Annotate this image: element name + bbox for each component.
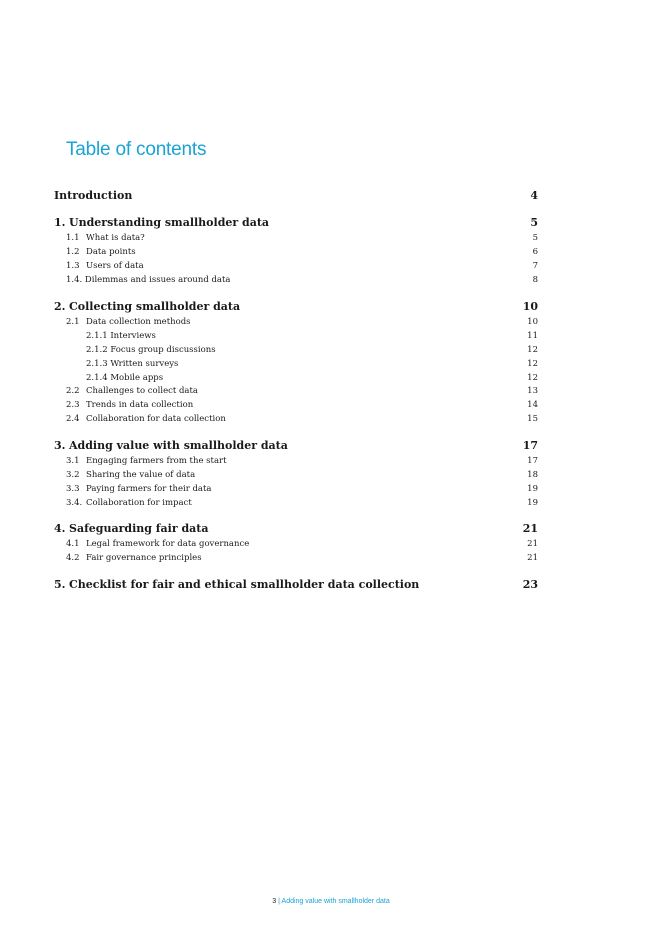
toc-entry[interactable] [54, 215, 538, 231]
toc-entry-label: Collecting smallholder data [69, 300, 241, 313]
toc-entry-number: 4.1 [66, 539, 80, 549]
toc-entry-page: 15 [527, 414, 538, 424]
toc-entry-page: 11 [527, 331, 538, 341]
toc-entry-page: 12 [527, 345, 538, 355]
toc-entry-page: 19 [527, 498, 538, 508]
toc-entry-label: 2.1.1 Interviews [86, 331, 156, 341]
toc-entry-number: 2.1 [66, 317, 80, 327]
toc-entry[interactable] [54, 412, 538, 426]
toc-entry[interactable] [54, 245, 538, 259]
toc-entry-page: 21 [527, 539, 538, 549]
toc-entry[interactable] [54, 188, 538, 204]
toc-entry-page: 12 [527, 359, 538, 369]
toc-entry-page: 17 [527, 456, 538, 466]
toc-entry-number: 3.1 [66, 456, 80, 466]
toc-entry-label: Legal framework for data governance [86, 539, 250, 549]
toc-entry-number: 2.2 [66, 386, 80, 396]
toc-entry-label: Paying farmers for their data [86, 484, 212, 494]
toc-entry-label: Engaging farmers from the start [86, 456, 227, 466]
toc-entry-label: Collaboration for impact [86, 498, 192, 508]
toc-entry-number: 3. [54, 439, 66, 452]
page-footer [0, 898, 662, 905]
toc-entry-page: 6 [532, 247, 538, 257]
toc-entry-page: 5 [530, 216, 538, 229]
toc-entry-page: 7 [532, 261, 538, 271]
toc-entry-page: 13 [527, 386, 538, 396]
toc-entry-label: 1.4. Dilemmas and issues around data [66, 275, 231, 285]
toc-entry-label: Sharing the value of data [86, 470, 196, 480]
toc-entry-page: 17 [522, 439, 538, 452]
toc-entry-label: Data collection methods [86, 317, 191, 327]
toc-entry[interactable] [54, 259, 538, 273]
toc-entry-label: Introduction [54, 189, 133, 202]
toc-entry-label: Fair governance principles [86, 553, 202, 563]
toc-entry-page: 12 [527, 373, 538, 383]
toc-entry-page: 23 [522, 578, 538, 591]
footer-page-number: 3 [272, 898, 277, 905]
toc-entry-number: 1.1 [66, 233, 80, 243]
toc-entry-page: 18 [527, 470, 538, 480]
toc-entry-label: 2.1.4 Mobile apps [86, 373, 164, 383]
toc-entry-number: 2.3 [66, 400, 80, 410]
toc-entry[interactable] [54, 551, 538, 565]
toc-entry-page: 10 [522, 300, 538, 313]
toc-entry[interactable] [54, 468, 538, 482]
toc-entry-label: What is data? [86, 233, 145, 243]
toc-entry[interactable] [54, 371, 538, 385]
toc-entry-page: 21 [522, 522, 538, 535]
toc-entry-page: 14 [527, 400, 538, 410]
toc-entry-page: 21 [527, 553, 538, 563]
toc-entry-number: 1. [54, 216, 66, 229]
toc-entry-label: Users of data [86, 261, 144, 271]
footer-separator: | [278, 898, 280, 905]
toc-entry-label: Collaboration for data collection [86, 414, 226, 424]
toc-entry-number: 4. [54, 522, 66, 535]
toc-entry-page: 4 [530, 189, 538, 202]
toc-entry-label: Challenges to collect data [86, 386, 198, 396]
toc-entry[interactable] [54, 231, 538, 245]
toc-entry[interactable] [54, 482, 538, 496]
toc-entry[interactable] [54, 577, 538, 593]
toc-entry-page: 5 [532, 233, 538, 243]
toc-entry[interactable] [54, 438, 538, 454]
toc-entry-label: Adding value with smallholder data [69, 439, 288, 452]
toc-entry[interactable] [54, 315, 538, 329]
toc-entry-number: 1.3 [66, 261, 80, 271]
toc-entry-number: 4.2 [66, 553, 80, 563]
footer-publication-title: Adding value with smallholder data [281, 898, 390, 905]
toc-entry-label: Safeguarding fair data [69, 522, 209, 535]
toc-entry-number: 1.2 [66, 247, 80, 257]
page-title: Table of contents [66, 139, 207, 160]
toc-entry-number: 2.4 [66, 414, 80, 424]
toc-entry[interactable] [54, 537, 538, 551]
toc-entry[interactable] [54, 299, 538, 315]
toc-entry-label: Data points [86, 247, 136, 257]
toc-entry-page: 19 [527, 484, 538, 494]
toc-entry-page: 10 [527, 317, 538, 327]
toc-entry-page: 8 [532, 275, 538, 285]
toc-entry[interactable] [54, 521, 538, 537]
toc-entry-number: 2. [54, 300, 66, 313]
toc-entry-label: 2.1.2 Focus group discussions [86, 345, 216, 355]
toc-entry-label: Checklist for fair and ethical smallholder data collection [69, 578, 420, 591]
toc-entry-number: 3.3 [66, 484, 80, 494]
toc-entry-number: 3.4. [66, 498, 83, 508]
toc-entry[interactable] [54, 273, 538, 287]
toc-entry[interactable] [54, 343, 538, 357]
toc-entry[interactable] [54, 357, 538, 371]
toc-entry[interactable] [54, 496, 538, 510]
toc-entry-label: Understanding smallholder data [69, 216, 270, 229]
toc-entry[interactable] [54, 329, 538, 343]
toc-entry[interactable] [54, 384, 538, 398]
toc-entry-label: Trends in data collection [86, 400, 194, 410]
toc-entry[interactable] [54, 398, 538, 412]
toc-entry[interactable] [54, 454, 538, 468]
toc-entry-number: 5. [54, 578, 66, 591]
toc-entry-number: 3.2 [66, 470, 80, 480]
toc-entry-label: 2.1.3 Written surveys [86, 359, 179, 369]
